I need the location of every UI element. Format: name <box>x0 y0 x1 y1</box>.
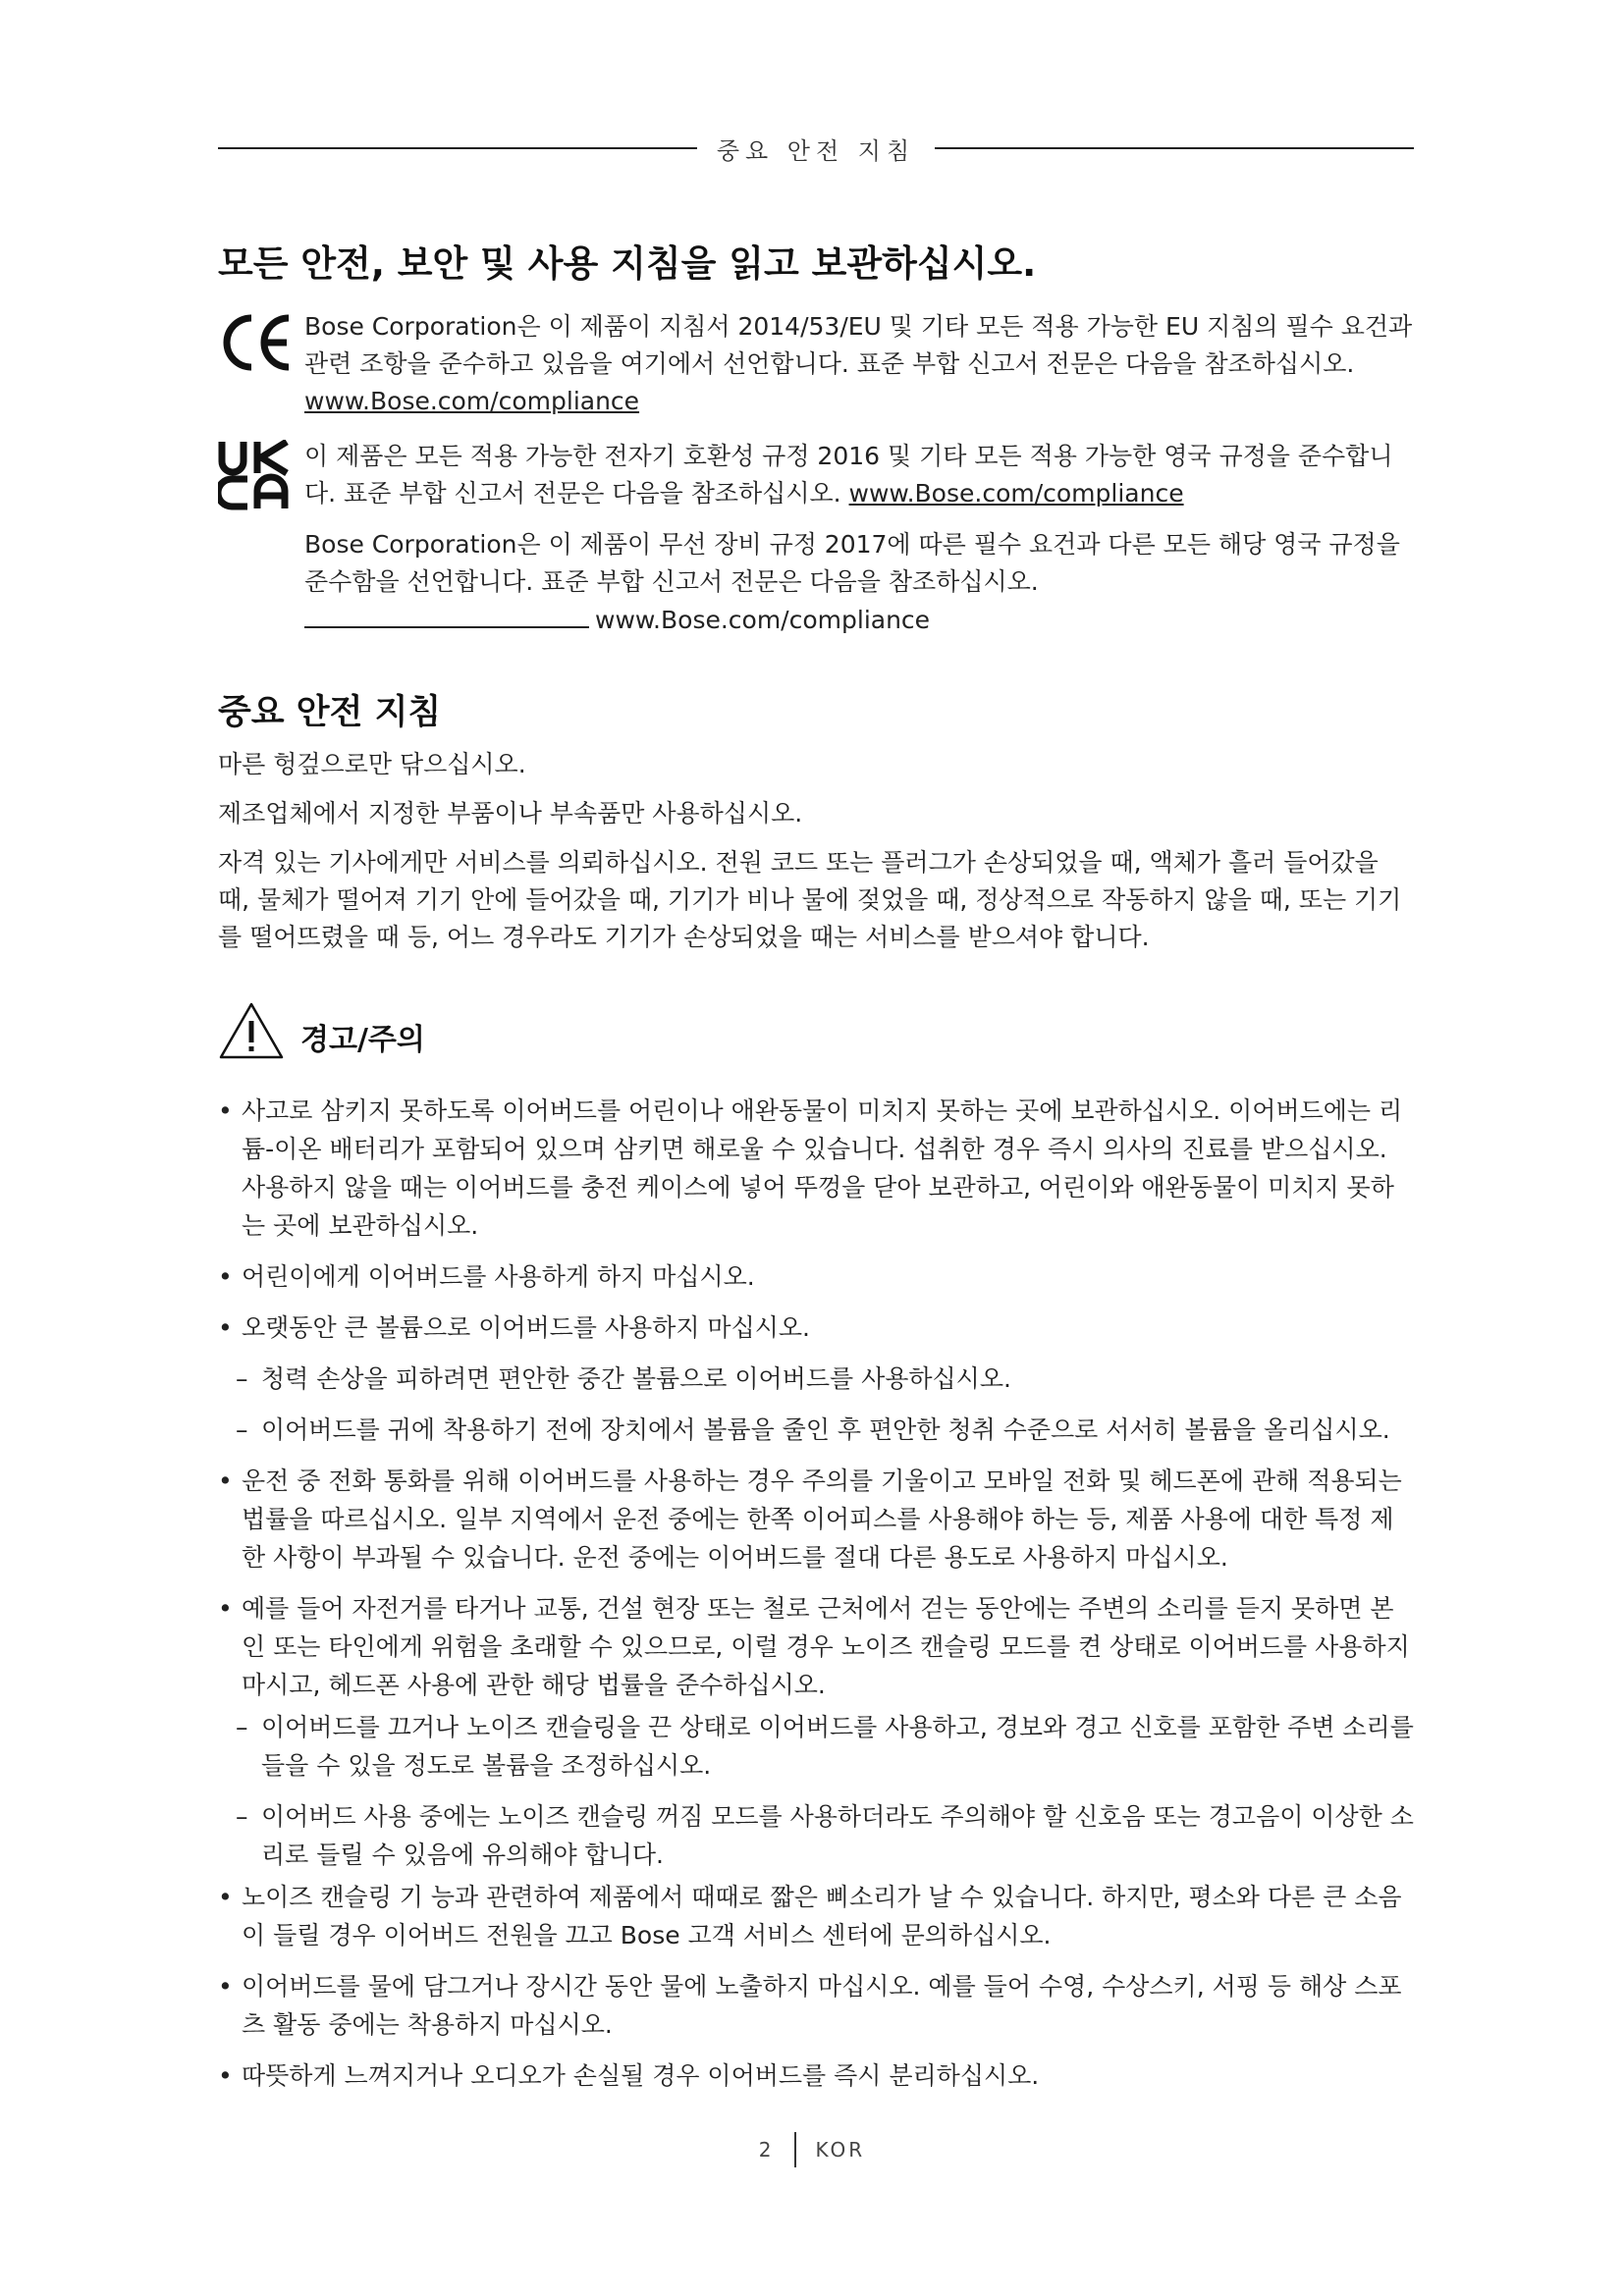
warning-subitem: – 이어버드를 끄거나 노이즈 캔슬링을 끈 상태로 이어버드를 사용하고, 경보와 경고 신호를 포함한 주변 소리를 들을 수 있을 정도로 볼륨을 조정하십시오. <box>218 1708 1416 1785</box>
safety-paragraph-2: 제조업체에서 지정한 부품이나 부속품만 사용하십시오. <box>218 799 803 828</box>
ukca-declaration <box>304 438 1414 512</box>
radio-compliance-link[interactable]: www.Bose.com/compliance <box>595 606 931 634</box>
warning-item: • 노이즈 캔슬링 기 능과 관련하여 제품에서 때때로 짧은 삐소리가 날 수 있습니다. 하지만, 평소와 다른 큰 소음이 들릴 경우 이어버드 전원을 끄고 Bose 고객 서비스 센터에 문의하십시오. <box>218 1878 1416 1954</box>
warning-item: • 예를 들어 자전거를 타거나 교통, 건설 현장 또는 철로 근처에서 걷는 동안에는 주변의 소리를 듣지 못하면 본인 또는 타인에게 위험을 초래할 수 있으므로, 이럴 경우 노이즈 캔슬링 모드를 켠 상태로 이어버드를 사용하지 마시고, 헤드폰 사용에 관한 해당 법률을 준수하십시오. <box>218 1589 1416 1704</box>
warning-item: • 오랫동안 큰 볼륨으로 이어버드를 사용하지 마십시오. <box>218 1308 1416 1347</box>
warning-item: • 사고로 삼키지 못하도록 이어버드를 어린이나 애완동물이 미치지 못하는 곳에 보관하십시오. 이어버드에는 리튬-이온 배터리가 포함되어 있으며 삼키면 해로울 수 있습니다. 섭취한 경우 즉시 의사의 진료를 받으십시오. 사용하지 않을 때는 이어버드를 충전 케이스에 넣어 뚜껑을 닫아 보관하고, 어린이와 애완동물이 미치지 못하는 곳에 보관하십시오. <box>218 1092 1416 1245</box>
warning-triangle-icon <box>218 1001 285 1060</box>
safety-paragraph-3: 자격 있는 기사에게만 서비스를 의뢰하십시오. 전원 코드 또는 플러그가 손상되었을 때, 액체가 흘러 들어갔을 때, 물체가 떨어져 기기 안에 들어갔을 때, 기기가 비나 물에 젖었을 때, 정상적으로 작동하지 않을 때, 또는 기기를 떨어뜨렸을 때 등, 어느 경우라도 기기가 손상되었을 때는 서비스를 받으셔야 합니다. <box>218 848 1402 951</box>
ukca-compliance-link[interactable]: www.Bose.com/compliance <box>848 479 1184 507</box>
blank-line <box>304 601 589 628</box>
warning-subitem: – 이어버드 사용 중에는 노이즈 캔슬링 꺼짐 모드를 사용하더라도 주의해야 할 신호음 또는 경고음이 이상한 소리로 들릴 수 있음에 유의해야 합니다. <box>218 1797 1416 1874</box>
safety-paragraph-1: 마른 헝겊으로만 닦으십시오. <box>218 750 526 778</box>
radio-declaration <box>304 526 1414 639</box>
warning-list <box>218 1092 1416 2108</box>
footer-divider <box>794 2132 796 2167</box>
radio-text: Bose Corporation은 이 제품이 무선 장비 규정 2017에 따른 필수 요건과 다른 모든 해당 영국 규정을 준수함을 선언합니다. 표준 부합 신고서 전문은 다음을 참조하십시오. <box>304 530 1400 596</box>
warning-subitem: – 청력 손상을 피하려면 편안한 중간 볼륨으로 이어버드를 사용하십시오. <box>218 1360 1416 1398</box>
ce-declaration <box>304 308 1414 420</box>
warning-item: • 운전 중 전화 통화를 위해 이어버드를 사용하는 경우 주의를 기울이고 모바일 전화 및 헤드폰에 관해 적용되는 법률을 따르십시오. 일부 지역에서 운전 중에는 한쪽 이어피스를 사용해야 하는 등, 제품 사용에 대한 특정 제한 사항이 부과될 수 있습니다. 운전 중에는 이어버드를 절대 다른 용도로 사용하지 마십시오. <box>218 1462 1416 1576</box>
ukca-mark-icon <box>218 440 293 510</box>
page-header <box>218 131 1414 166</box>
language-code: KOR <box>815 2138 866 2162</box>
main-title: 모든 안전, 보안 및 사용 지침을 읽고 보관하십시오. <box>218 242 1037 285</box>
header-rule-left <box>218 147 697 149</box>
header-title: 중요 안전 지침 <box>716 136 916 165</box>
warning-subitem: – 이어버드를 귀에 착용하기 전에 장치에서 볼륨을 줄인 후 편안한 청취 수준으로 서서히 볼륨을 올리십시오. <box>218 1411 1416 1449</box>
header-rule-right <box>935 147 1414 149</box>
warning-item: • 어린이에게 이어버드를 사용하게 하지 마십시오. <box>218 1257 1416 1296</box>
page-number: 2 <box>758 2138 775 2162</box>
warning-item: • 따뜻하게 느껴지거나 오디오가 손실될 경우 이어버드를 즉시 분리하십시오. <box>218 2056 1416 2095</box>
safety-section-title: 중요 안전 지침 <box>218 693 442 732</box>
ukca-text: 이 제품은 모든 적용 가능한 전자기 호환성 규정 2016 및 기타 모든 적용 가능한 영국 규정을 준수합니다. 표준 부합 신고서 전문은 다음을 참조하십시오. <box>304 442 1393 507</box>
warning-title: 경고/주의 <box>300 1023 425 1057</box>
ce-compliance-link[interactable]: www.Bose.com/compliance <box>304 387 640 415</box>
warning-item: • 이어버드를 물에 담그거나 장시간 동안 물에 노출하지 마십시오. 예를 들어 수영, 수상스키, 서핑 등 해상 스포츠 활동 중에는 착용하지 마십시오. <box>218 1967 1416 2044</box>
ce-text: Bose Corporation은 이 제품이 지침서 2014/53/EU 및 기타 모든 적용 가능한 EU 지침의 필수 요건과 관련 조항을 준수하고 있음을 여기에서 선언합니다. 표준 부합 신고서 전문은 다음을 참조하십시오. <box>304 312 1413 378</box>
ce-mark-icon <box>218 312 295 373</box>
page-footer <box>0 2132 1624 2167</box>
